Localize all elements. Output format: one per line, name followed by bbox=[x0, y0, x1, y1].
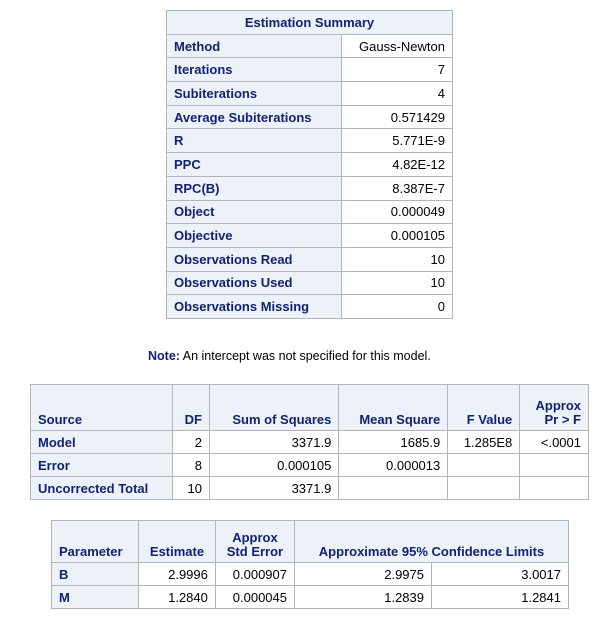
header-approx-std-error-line2: Std Error bbox=[226, 544, 284, 559]
anova-ss: 3371.9 bbox=[209, 477, 338, 500]
summary-value: 0 bbox=[342, 295, 453, 319]
anova-p bbox=[520, 454, 589, 477]
anova-f bbox=[448, 477, 520, 500]
estimation-summary-caption-row bbox=[167, 11, 453, 35]
summary-label: R bbox=[167, 129, 342, 153]
anova-p bbox=[520, 477, 589, 500]
param-row-m bbox=[52, 586, 569, 609]
anova-ms bbox=[339, 477, 448, 500]
anova-f bbox=[448, 454, 520, 477]
anova-p: <.0001 bbox=[520, 431, 589, 454]
header-df: DF bbox=[173, 385, 210, 431]
note-text: An intercept was not specified for this model. bbox=[182, 349, 431, 363]
anova-ms: 1685.9 bbox=[339, 431, 448, 454]
param-row-b bbox=[52, 563, 569, 586]
summary-label: Objective bbox=[167, 224, 342, 248]
summary-value: 0.000105 bbox=[342, 224, 453, 248]
header-f-value: F Value bbox=[448, 385, 520, 431]
summary-row-method bbox=[167, 34, 453, 58]
summary-value: 0.000049 bbox=[342, 200, 453, 224]
header-approx-std-error-line1: Approx bbox=[232, 530, 278, 545]
summary-row-observations-used bbox=[167, 271, 453, 295]
params-header-row bbox=[52, 521, 569, 563]
summary-row-observations-missing bbox=[167, 295, 453, 319]
anova-row-model bbox=[31, 431, 589, 454]
header-parameter: Parameter bbox=[52, 521, 139, 563]
param-lower-limit: 1.2839 bbox=[295, 586, 432, 609]
summary-label: RPC(B) bbox=[167, 176, 342, 200]
estimation-summary-title: Estimation Summary bbox=[167, 11, 453, 35]
param-upper-limit: 1.2841 bbox=[432, 586, 569, 609]
summary-value: 8.387E-7 bbox=[342, 176, 453, 200]
summary-value: 4 bbox=[342, 82, 453, 106]
model-note bbox=[148, 349, 431, 363]
anova-df: 10 bbox=[173, 477, 210, 500]
anova-ss: 0.000105 bbox=[209, 454, 338, 477]
summary-value: 5.771E-9 bbox=[342, 129, 453, 153]
summary-value: 4.82E-12 bbox=[342, 153, 453, 177]
summary-value: 7 bbox=[342, 58, 453, 82]
param-upper-limit: 3.0017 bbox=[432, 563, 569, 586]
header-source: Source bbox=[31, 385, 173, 431]
summary-row-rpc bbox=[167, 176, 453, 200]
summary-label: Iterations bbox=[167, 58, 342, 82]
summary-value: 10 bbox=[342, 271, 453, 295]
anova-source: Error bbox=[31, 454, 173, 477]
header-approx-pr-f-line1: Approx bbox=[535, 398, 581, 413]
param-estimate: 2.9996 bbox=[139, 563, 216, 586]
summary-row-objective bbox=[167, 224, 453, 248]
anova-ms: 0.000013 bbox=[339, 454, 448, 477]
summary-row-iterations bbox=[167, 58, 453, 82]
anova-ss: 3371.9 bbox=[209, 431, 338, 454]
header-confidence-limits: Approximate 95% Confidence Limits bbox=[295, 521, 569, 563]
summary-value: 0.571429 bbox=[342, 105, 453, 129]
header-estimate: Estimate bbox=[139, 521, 216, 563]
param-estimate: 1.2840 bbox=[139, 586, 216, 609]
summary-row-r bbox=[167, 129, 453, 153]
anova-row-error bbox=[31, 454, 589, 477]
header-approx-pr-f-line2: Pr > F bbox=[544, 412, 581, 427]
summary-label: Observations Used bbox=[167, 271, 342, 295]
summary-label: Observations Missing bbox=[167, 295, 342, 319]
summary-label: PPC bbox=[167, 153, 342, 177]
note-label: Note: bbox=[148, 349, 180, 363]
summary-value: Gauss-Newton bbox=[342, 34, 453, 58]
summary-label: Average Subiterations bbox=[167, 105, 342, 129]
anova-source: Model bbox=[31, 431, 173, 454]
param-std-error: 0.000907 bbox=[215, 563, 294, 586]
header-approx-std-error bbox=[215, 521, 294, 563]
anova-df: 8 bbox=[173, 454, 210, 477]
anova-df: 2 bbox=[173, 431, 210, 454]
header-approx-pr-f bbox=[520, 385, 589, 431]
param-std-error: 0.000045 bbox=[215, 586, 294, 609]
anova-header-row bbox=[31, 385, 589, 431]
param-lower-limit: 2.9975 bbox=[295, 563, 432, 586]
param-name: B bbox=[52, 563, 139, 586]
anova-row-uncorrected-total bbox=[31, 477, 589, 500]
summary-label: Method bbox=[167, 34, 342, 58]
summary-value: 10 bbox=[342, 247, 453, 271]
summary-row-average-subiterations bbox=[167, 105, 453, 129]
anova-f: 1.285E8 bbox=[448, 431, 520, 454]
summary-row-subiterations bbox=[167, 82, 453, 106]
summary-label: Object bbox=[167, 200, 342, 224]
anova-source: Uncorrected Total bbox=[31, 477, 173, 500]
header-mean-square: Mean Square bbox=[339, 385, 448, 431]
summary-label: Subiterations bbox=[167, 82, 342, 106]
param-name: M bbox=[52, 586, 139, 609]
header-sum-of-squares: Sum of Squares bbox=[209, 385, 338, 431]
summary-row-ppc bbox=[167, 153, 453, 177]
anova-table bbox=[30, 384, 589, 500]
summary-label: Observations Read bbox=[167, 247, 342, 271]
summary-row-object bbox=[167, 200, 453, 224]
parameter-estimates-table bbox=[51, 520, 569, 609]
estimation-summary-table bbox=[166, 10, 453, 319]
summary-row-observations-read bbox=[167, 247, 453, 271]
